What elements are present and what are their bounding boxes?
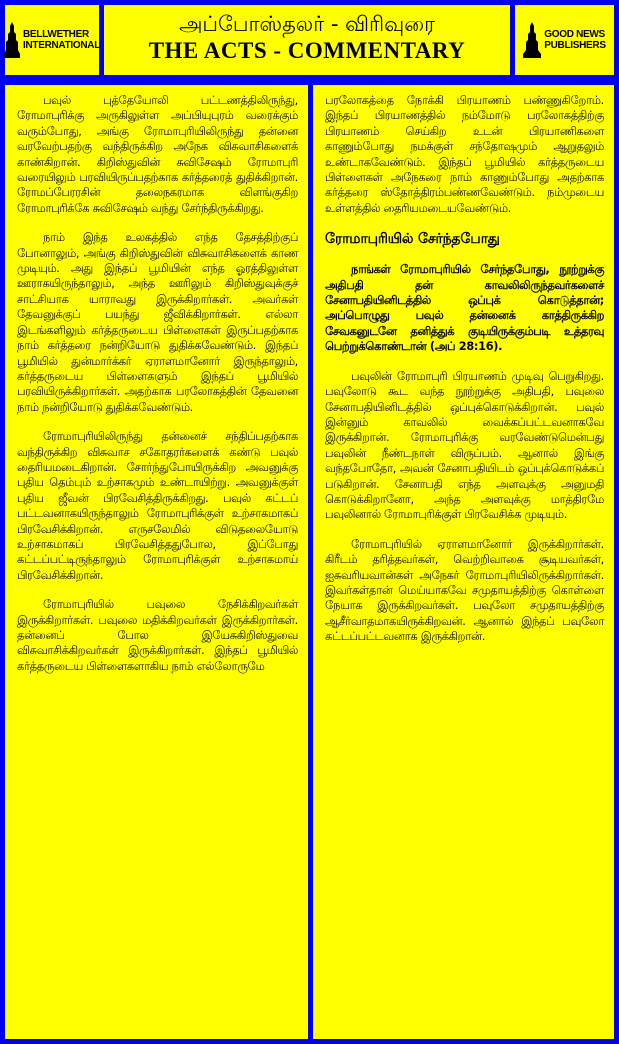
section-heading: ரோமாபுரியில் சேர்ந்தபோது <box>325 231 500 248</box>
logo-right-line1: GOOD NEWS <box>544 29 605 40</box>
page-title-english: THE ACTS - COMMENTARY <box>148 38 466 63</box>
logo-left-line1: BELLWETHER <box>22 29 89 40</box>
left-column <box>5 85 308 1039</box>
logo-left-line2: INTERNATIONAL <box>22 40 101 51</box>
title-box <box>104 5 510 75</box>
bellwether-lamp-icon <box>4 20 20 60</box>
left-paragraph-4: ரோமாபுரியில் பவுலை நேசிக்கிறவர்கள் இருக்கிறார்கள். பவுலை மதிக்கிறவர்கள் இருக்கிறார்கள். தன்னைப் போல இயேசுகிறிஸ்துவை விசுவாசிக்கிறவர்கள் இருக்கிறார்கள். இந்தப் பூமியில் கர்த்தருடைய பிள்ளைகளாகிய நாம் எல்லோருமே <box>17 598 298 673</box>
right-paragraph-2: ரோமாபுரியில் ஏராளமானோர் இருக்கிறார்கள். கிரீடம் தரித்தவர்கள், வெற்றிவாகை சூடியவர்கள், ஐசுவரியவான்கள் அநேகர் ரோமாபுரியிலிருக்கிறார்கள். இவர்கள்தான் மெய்யாகவே சமுதாயத்திற்கு கொள்ளை நேயாக இருக்கிறவர்கள். பவுலோ சமுதாயத்திற்கு ஆசீர்வாதமாகயிருக்கிறவன். ஆனால் இந்தப் பவுலோ கட்டப்பட்டவனாக இருக்கிறான். <box>325 537 604 644</box>
header-banner <box>0 0 619 80</box>
scripture-quote: நாங்கள் ரோமாபுரியில் சேர்ந்தபோது, நூற்றுக்கு அதிபதி தன் காவலிலிருந்தவர்களைச் சேனாபதியினிடத்தில் ஒப்புக் கொடுத்தான்; அப்பொழுது பவுல் தன்னைக் காத்திருக்கிற சேவகனுடனே தனித்துக் குடியிருக்கும்படி உத்தரவு பெற்றுக்கொண்டான் (அப் 28:16). <box>325 263 604 354</box>
right-intro-paragraph: பரலோகத்தை நோக்கி பிரயாணம் பண்ணுகிறோம். இந்தப் பிரயாணத்தில் நம்மோடு பரலோகத்திற்கு பிரயாணம் செய்கிற உடன் பிரயாணிகளை காணும்போது நமக்குள் சந்தோஷமும் ஆறுதலும் உண்டாகவேண்டும். இந்தப் பூமியில் கர்த்தருடைய பிள்ளைகள் அநேகரை நாம் காணும்போது அதற்காக கர்த்தரை ஸ்தோத்திரம்பண்ணவேண்டும். நம்முடைய உள்ளத்தில் தைரியமடையவேண்டும். <box>325 94 604 215</box>
page-title-tamil: அப்போஸ்தலர் - விரிவுரை <box>179 12 435 36</box>
logo-right-line2: PUBLISHERS <box>544 40 606 51</box>
left-paragraph-2: நாம் இந்த உலகத்தில் எந்த தேசத்திற்குப் போனாலும், அங்கு கிறிஸ்துவின் விசுவாசிகளைக் காண முடியும். அது இந்தப் பூமியின் எந்த ஓரத்திலுள்ள ஊராகயிருந்தாலும், அந்த ஊரிலும் கிறிஸ்துவுக்குச் சாட்சியாக யாராவது இருக்கிறார்கள். அவர்கள் தேவனுக்குப் பயந்து ஜீவிக்கிறார்கள். எல்லா இடங்களிலும் கர்த்தருடைய பிள்ளைகள் இருப்பதற்காக நாம் கர்த்தரை நன்றியோடு துதிக்கவேண்டும். இந்தப் பூமியில் துன்மார்க்கர் ஏராளமானோர் இருந்தாலும், கர்த்தருடைய பிள்ளைகளும் இந்தப் பூமியில் பரவியிருக்கிறார்கள். அதற்காக பரலோகத்தின் தேவனை நாம் நன்றியோடு துதிக்கவேண்டும். <box>17 231 298 414</box>
bellwether-logo <box>5 5 99 75</box>
right-column <box>313 85 614 1039</box>
left-paragraph-1: பவுல் புத்தேயோலி பட்டணத்திலிருந்து, ரோமாபுரிக்கு அருகிலுள்ள அப்பியுபுரம் வரைக்கும் வரும்போது, அங்கு ரோமாபுரியிலிருந்து தன்னை வரவேற்பதற்கு வந்திருக்கிற அநேக விசுவாசிகளைக் காண்கிறான். கிறிஸ்துவின் சுவிசேஷம் ரோமாபுரி வரையிலும் பரவியிருப்பதற்காக கர்த்தரைத் துதிக்கிறான். ரோமப்பேரரசின் தலைநகரமாக விளங்குகிற ரோமாபுரிக்கே சுவிசேஷம் வந்து சேர்ந்திருக்கிறது. <box>17 94 298 215</box>
good-news-lamp-icon <box>523 20 541 60</box>
good-news-logo <box>515 5 614 75</box>
left-paragraph-3: ரோமாபுரியிலிருந்து தன்னைச் சந்திப்பதற்காக வந்திருக்கிற விசுவாச சகோதரர்களைக் கண்டு பவுல் தைரியமடைகிறான். சோர்ந்துபோயிருக்கிற அவனுக்கு புதிய தெம்பும் உற்சாகமும் உண்டாயிற்று. அவனுக்குள் புதிய ஜீவன் பிரவேசித்திருக்கிறது. பவுல் கட்டப் பட்டவனாகயிருந்தாலும் ரோமாபுரிக்குள் உற்சாகமாகப் பிரவேசிக்கிறான். எருசலேமில் விடுதலையோடு உற்சாகமாகப் பிரவேசித்ததுபோல, இப்போது கட்டப்பட்டிருந்தாலும் ரோமாபுரிக்குள் உற்சாகமாய் பிரவேசிக்கிறான். <box>17 430 298 582</box>
right-paragraph-1: பவுலின் ரோமாபுரி பிரயாணம் முடிவு பெறுகிறது. பவுலோடு கூட வந்த நூற்றுக்கு அதிபதி, பவுலை சேனாபதியினிடத்தில் ஒப்புக்கொடுக்கிறான். பவுல் இன்னும் காவலில் வைக்கப்பட்டவனாகவே இருக்கிறான். ரோமாபுரிக்கு வரவேண்டுமென்பது பவுலின் நீண்டநாள் விருப்பம். ஆனால் இங்கு வந்தபோதோ, அவன் சேனாபதியிடம் ஒப்புக்கொடுக்கப் படுகிறான். சேனாபதி எந்த அளவுக்கு அனுமதி கொடுக்கிறானோ, அந்த அளவுக்கு மாத்திரமே பவுலினால் ரோமாபுரிக்குள் பிரவேசிக்க முடியும். <box>325 369 604 522</box>
